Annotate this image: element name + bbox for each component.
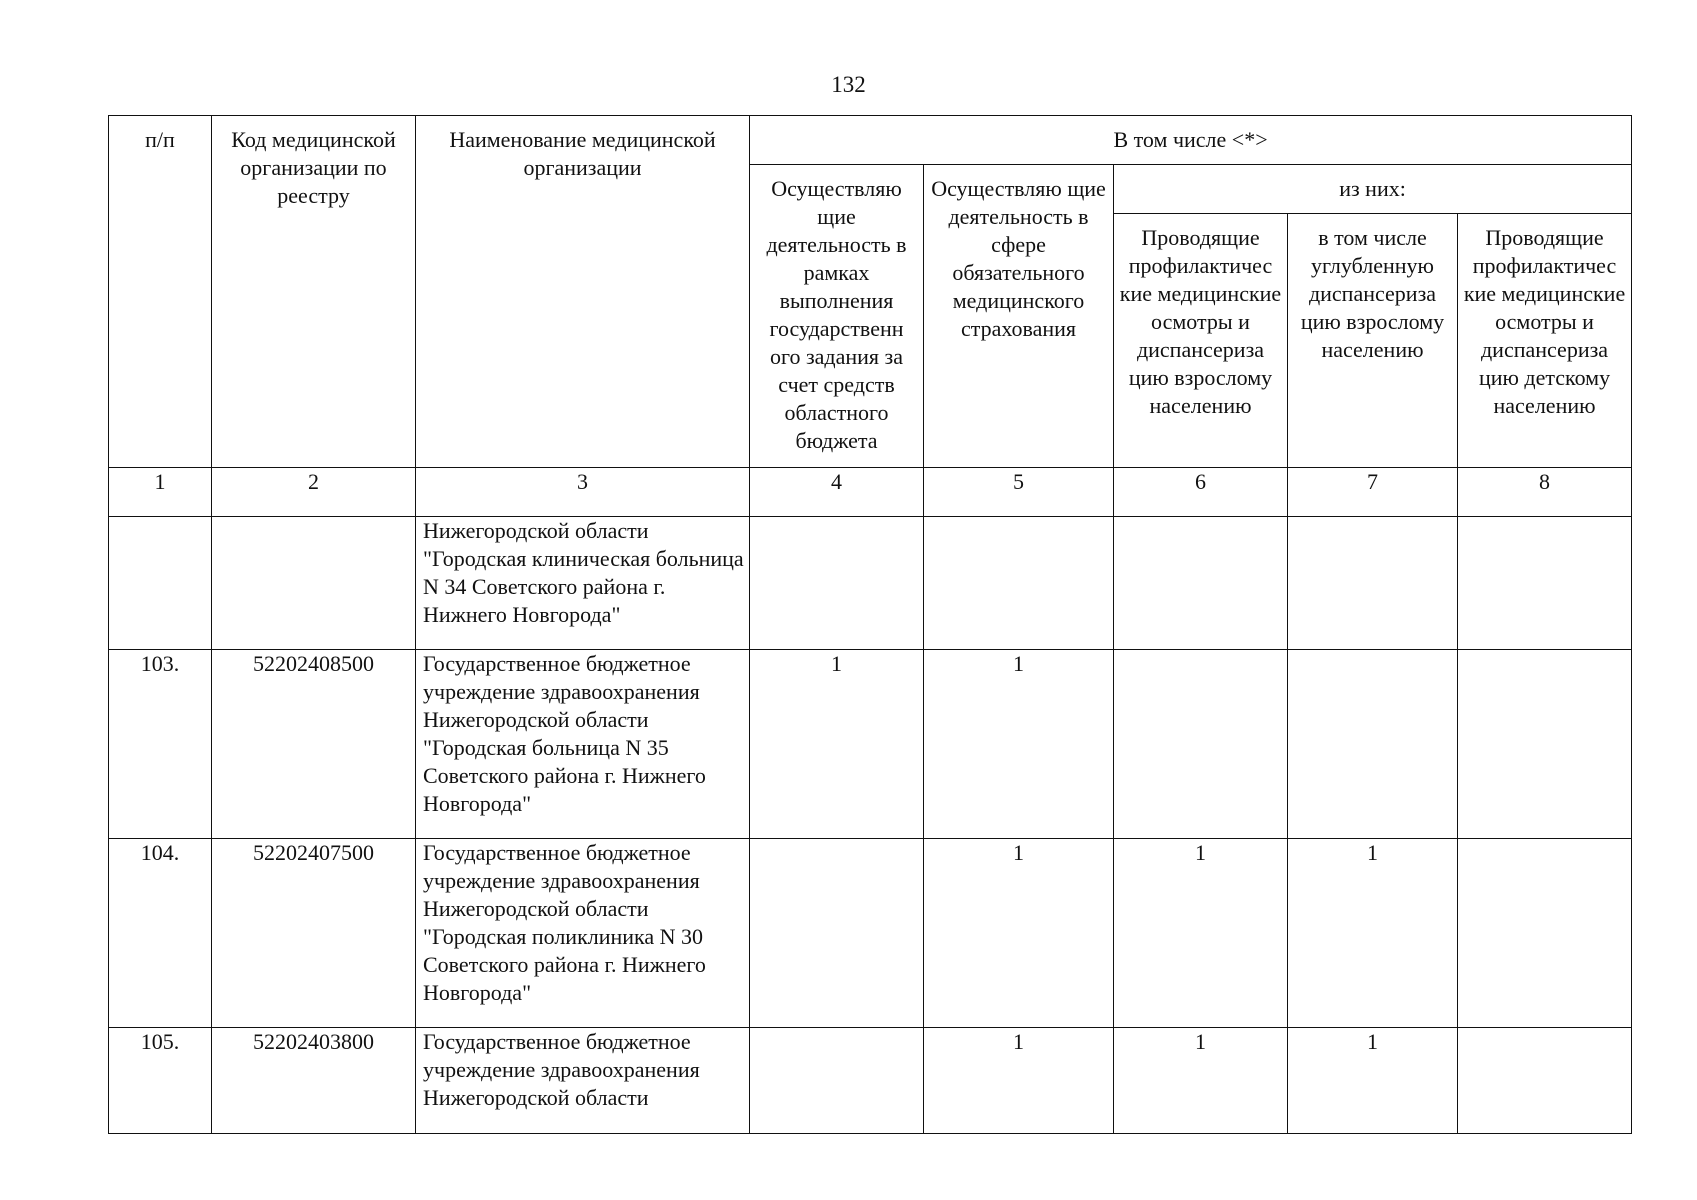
header-oms: Осуществляю щие деятельность в сфере обязательного медицинского страхования [924,165,1114,468]
row-state-task [750,839,924,1028]
table-row [109,1028,1632,1134]
row-state-task [750,1028,924,1134]
row-deep-exam [1288,650,1458,839]
row-code: 52202407500 [212,839,416,1028]
row-adult-exam: 1 [1114,1028,1288,1134]
registry-table [108,115,1632,1134]
row-oms: 1 [924,1028,1114,1134]
row-deep-exam [1288,517,1458,650]
row-num [109,517,212,650]
column-number: 5 [924,468,1114,517]
column-number: 8 [1458,468,1632,517]
header-state-task: Осуществляю щие деятельность в рамках выполнения государственн ого задания за счет средств областного бюджета [750,165,924,468]
header-num: п/п [109,116,212,468]
row-num: 103. [109,650,212,839]
column-number: 6 [1114,468,1288,517]
column-number-row [109,468,1632,517]
row-adult-exam [1114,517,1288,650]
header-code: Код медицинской организации по реестру [212,116,416,468]
row-org-name: Государственное бюджетное учреждение здравоохранения Нижегородской области "Городская больница N 35 Советского района г. Нижнего Новгорода" [416,650,750,839]
column-number: 4 [750,468,924,517]
row-child-exam [1458,650,1632,839]
header-of-them: из них: [1114,165,1632,214]
row-org-name: Государственное бюджетное учреждение здравоохранения Нижегородской области "Городская поликлиника N 30 Советского района г. Нижнего Новгорода" [416,839,750,1028]
row-code: 52202408500 [212,650,416,839]
header-name: Наименование медицинской организации [416,116,750,468]
row-oms: 1 [924,839,1114,1028]
row-child-exam [1458,839,1632,1028]
row-state-task: 1 [750,650,924,839]
row-org-name: Нижегородской области "Городская клиническая больница N 34 Советского района г. Нижнего Новгорода" [416,517,750,650]
row-deep-exam: 1 [1288,1028,1458,1134]
row-adult-exam [1114,650,1288,839]
row-oms [924,517,1114,650]
row-deep-exam: 1 [1288,839,1458,1028]
column-number: 3 [416,468,750,517]
row-num: 104. [109,839,212,1028]
header-deep-exam: в том числе углубленную диспансериза цию взрослому населению [1288,214,1458,468]
column-number: 1 [109,468,212,517]
column-number: 7 [1288,468,1458,517]
table-row [109,517,1632,650]
row-child-exam [1458,1028,1632,1134]
header-adult-exam: Проводящие профилактичес кие медицинские осмотры и диспансериза цию взрослому населению [1114,214,1288,468]
table-row [109,650,1632,839]
row-adult-exam: 1 [1114,839,1288,1028]
header-including: В том числе <*> [750,116,1632,165]
page-number: 132 [831,72,866,97]
row-code: 52202403800 [212,1028,416,1134]
table-row [109,839,1632,1028]
header-child-exam: Проводящие профилактичес кие медицинские осмотры и диспансериза цию детскому населению [1458,214,1632,468]
row-oms: 1 [924,650,1114,839]
row-org-name: Государственное бюджетное учреждение здравоохранения Нижегородской области [416,1028,750,1134]
row-state-task [750,517,924,650]
row-num: 105. [109,1028,212,1134]
column-number: 2 [212,468,416,517]
row-code [212,517,416,650]
row-child-exam [1458,517,1632,650]
